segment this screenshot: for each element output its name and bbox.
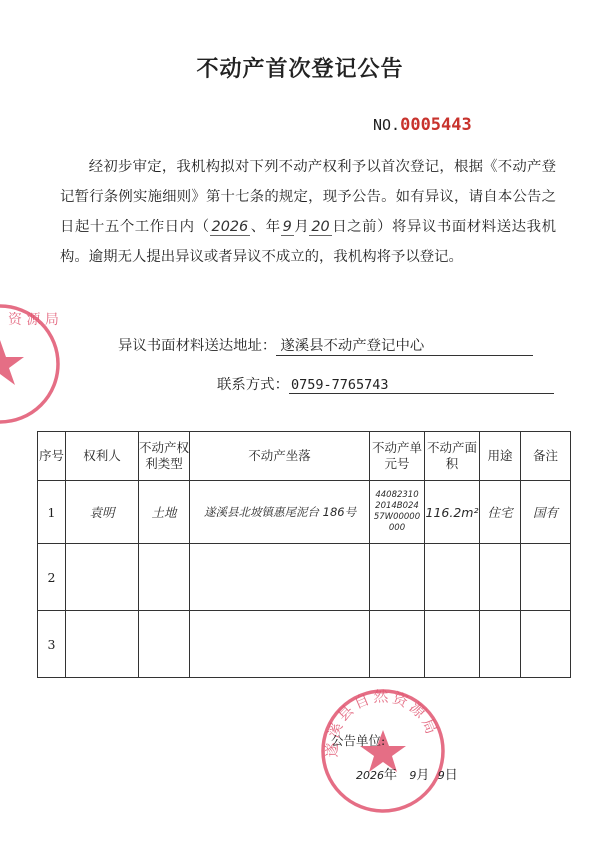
cell-area: 116.2m²: [425, 481, 480, 544]
cell-owner: [66, 544, 139, 611]
header-area: 不动产面 积: [425, 432, 480, 481]
address-value: 遂溪县不动产登记中心: [276, 334, 533, 356]
table-row: [38, 611, 571, 678]
cell-type: [139, 611, 190, 678]
issue-day: 9: [437, 769, 445, 782]
page-title: 不动产首次登记公告: [196, 57, 404, 82]
cell-no: 1: [38, 481, 66, 544]
registration-table: [37, 431, 571, 678]
cell-no: 2: [38, 544, 66, 611]
table-header-row: [38, 432, 571, 481]
address-row: [118, 334, 533, 356]
address-label: 异议书面材料送达地址：: [118, 338, 277, 354]
cell-location: [190, 611, 370, 678]
year-sep: 、年: [250, 219, 281, 235]
seal-left-text: 资 源 局: [8, 312, 59, 328]
header-no: 序号: [38, 432, 66, 481]
deadline-year: 2026: [211, 219, 249, 235]
table-row: [38, 481, 571, 544]
body-part-2: 日之前）将异议书面材料送达我机构。逾期无人提出异议或者异议不成立的，我机构将予以登记。: [60, 219, 556, 265]
header-location: 不动产坐落: [190, 432, 370, 481]
header-use: 用途: [480, 432, 521, 481]
header-unit: 不动产单元号: [370, 432, 425, 481]
cell-use: [480, 544, 521, 611]
cell-unit: [370, 611, 425, 678]
cell-type: [139, 544, 190, 611]
deadline-month: 9: [282, 219, 292, 235]
left-seal-stamp: [0, 302, 62, 426]
contact-row: [217, 373, 554, 394]
header-note: 备注: [521, 432, 571, 481]
right-seal-stamp: [318, 686, 448, 816]
cell-note: [521, 611, 571, 678]
seal-right-text: 遂溪县自然资源局: [322, 687, 442, 758]
cell-location: [190, 544, 370, 611]
issue-year: 2026: [356, 769, 384, 782]
star-icon: [0, 340, 24, 385]
table-row: [38, 544, 571, 611]
cell-use: 住宅: [480, 481, 521, 544]
deadline-day: 20: [311, 219, 330, 235]
cell-use: [480, 611, 521, 678]
issue-date: [356, 764, 458, 783]
month-sep: 月: [293, 219, 310, 235]
issuer-label: 公告单位:: [331, 733, 386, 748]
cell-note: 国有: [521, 481, 571, 544]
cell-area: [425, 544, 480, 611]
serial-value: 0005443: [400, 115, 472, 135]
issue-day-unit: 日: [444, 768, 458, 783]
announcement-body: [60, 152, 556, 272]
cell-unit: [370, 544, 425, 611]
serial-number: [373, 115, 472, 135]
contact-value: 0759-7765743: [289, 377, 554, 394]
body-part-1: 经初步审定，我机构拟对下列不动产权利予以首次登记，根据《不动产登记暂行条例实施细则》第十七条的规定，现予公告。如有异议，请自本公告之日起十五个工作日内（: [60, 159, 556, 235]
cell-no: 3: [38, 611, 66, 678]
issue-month-unit: 月: [416, 768, 430, 783]
header-type: 不动产权利类型: [139, 432, 190, 481]
cell-owner: [66, 611, 139, 678]
issue-month: 9: [409, 769, 417, 782]
issue-year-unit: 年: [384, 768, 398, 783]
header-owner: 权利人: [66, 432, 139, 481]
cell-location: 遂溪县北坡镇惠尾泥台 186号: [190, 481, 370, 544]
cell-unit: 440823102014B02457W00000000: [370, 481, 425, 544]
serial-prefix: NO.: [373, 116, 401, 134]
cell-area: [425, 611, 480, 678]
contact-label: 联系方式：: [217, 377, 289, 393]
cell-owner: 袁明: [66, 481, 139, 544]
cell-type: 土地: [139, 481, 190, 544]
cell-note: [521, 544, 571, 611]
